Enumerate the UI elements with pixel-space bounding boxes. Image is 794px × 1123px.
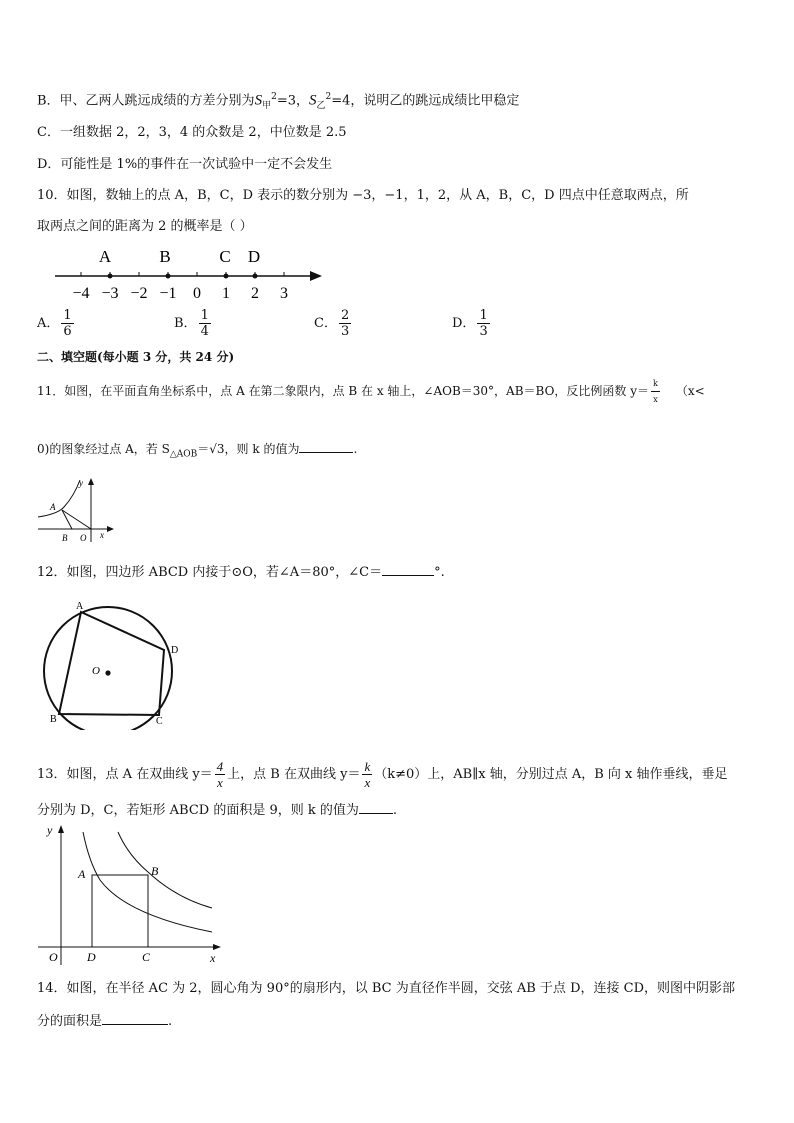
- q11-line1-text: 11．如图，在平面直角坐标系中，点 A 在第二象限内，点 B 在 x 轴上，∠AOB＝30°，AB＝BO，反比例函数 y＝: [37, 384, 650, 398]
- q10-option-b: [174, 308, 213, 339]
- variance-sub-yi: 乙: [316, 100, 326, 111]
- q10-b-num: 1: [200, 308, 209, 323]
- q11-line1: [37, 376, 705, 407]
- q12-label-o: O: [92, 665, 100, 677]
- tick-label-3: 3: [280, 285, 288, 302]
- q11-label-b: B: [62, 533, 68, 543]
- q12-label-b: B: [50, 714, 57, 725]
- q10-a-num: 1: [63, 308, 72, 323]
- q10-a-den: 6: [63, 324, 72, 339]
- q13-label-x: x: [210, 951, 216, 965]
- variance-symbol-2: S: [308, 92, 317, 109]
- q14-line1: 14．如图，在半径 AC 为 2，圆心角为 90°的扇形内，以 BC 为直径作半圆，交弦 AB 于点 D，连接 CD，则图中阴影部: [37, 981, 735, 996]
- q10-c-label: C．: [314, 316, 337, 331]
- q13-label-o: O: [49, 950, 58, 964]
- q10-c-num: 2: [340, 308, 350, 323]
- q9-b-value2: =4，说明乙的跳远成绩比甲稳定: [331, 93, 520, 109]
- point-c-dot: [224, 274, 229, 279]
- q10-option-d: [452, 308, 492, 339]
- q11-line2-b: ＝√3，则 k 的值为: [197, 442, 300, 456]
- q13-line2: [37, 801, 397, 820]
- q12-line-end: °.: [434, 565, 445, 580]
- tick-label-1: 1: [222, 285, 230, 302]
- q14-line2-end: .: [168, 1014, 173, 1029]
- q10-d-num: 1: [479, 308, 488, 323]
- q13-label-d: D: [87, 950, 96, 964]
- q13-line1-a: 13．如图，点 A 在双曲线 y＝: [37, 767, 213, 782]
- q13-label-a: A: [78, 867, 86, 881]
- q13-line1-b: 上，点 B 在双曲线 y＝: [227, 767, 361, 782]
- q9-option-b: [37, 88, 519, 115]
- q11-line2: [37, 440, 357, 463]
- q13-line1-c: （k≠0）上，AB∥x 轴，分别过点 A，B 向 x 轴作垂线，垂足: [374, 767, 728, 782]
- q11-frac-den: x: [653, 395, 658, 404]
- q9-option-d: D．可能性是 1%的事件在一次试验中一定不会发生: [37, 157, 333, 172]
- q10-c-den: 3: [340, 324, 350, 339]
- q12-label-c: C: [156, 716, 163, 727]
- q10-b-den: 4: [200, 324, 209, 339]
- q10-d-label: D．: [452, 316, 476, 331]
- q13-label-b: B: [151, 864, 159, 878]
- q12-line: [37, 563, 445, 582]
- variance-symbol: S: [254, 92, 263, 109]
- q11-area-sub: △AOB: [169, 449, 198, 460]
- q13-label-c: C: [142, 950, 151, 964]
- q13-answer-blank[interactable]: [359, 801, 393, 814]
- q10-a-label: A．: [37, 316, 60, 331]
- q10-number-line: [50, 244, 330, 304]
- q12-figure: [38, 600, 188, 730]
- q11-line2-a: 0)的图象经过点 A，若 S: [37, 442, 170, 456]
- point-label-b: B: [159, 247, 171, 266]
- q11-label-a: A: [50, 502, 56, 512]
- tick-label-n3: −3: [101, 285, 119, 302]
- q13-label-y: y: [47, 823, 53, 837]
- q10-d-den: 3: [479, 324, 488, 339]
- q13-line2-text: 分别为 D，C，若矩形 ABCD 的面积是 9，则 k 的值为: [37, 803, 359, 818]
- variance-sub-jia: 甲: [262, 100, 272, 111]
- tick-label-n1: −1: [159, 285, 177, 302]
- q11-label-y: y: [79, 478, 83, 488]
- variance-sup-2: 2: [325, 92, 332, 102]
- q10-option-c: [314, 308, 353, 339]
- q13-frac2-num: k: [364, 759, 371, 774]
- q13-line2-end: .: [392, 803, 398, 818]
- tick-label-n2: −2: [130, 285, 148, 302]
- q9-option-c: C．一组数据 2，2，3，4 的众数是 2，中位数是 2.5: [37, 125, 347, 140]
- tick-label-n4: −4: [72, 285, 90, 302]
- q11-answer-blank[interactable]: [299, 440, 353, 453]
- q9-b-text: B．甲、乙两人跳远成绩的方差分别为: [37, 93, 255, 109]
- q14-line2-text: 分的面积是: [37, 1014, 103, 1029]
- q10-line1: 10．如图，数轴上的点 A，B，C，D 表示的数分别为 −3，−1，1，2，从 A，B，C，D 四点中任意取两点，所: [37, 188, 689, 203]
- q12-answer-blank[interactable]: [382, 563, 434, 576]
- q13-figure: [36, 820, 226, 970]
- q9-b-value1: =3，: [276, 93, 309, 109]
- variance-sup: 2: [271, 92, 277, 102]
- q13-line1: [37, 757, 728, 793]
- point-label-a: A: [98, 247, 112, 266]
- q11-label-x: x: [100, 530, 104, 540]
- q11-line2-end: .: [353, 442, 358, 456]
- q14-line2: [37, 1012, 172, 1031]
- section-heading-fill-in: 二、填空题(每小题 3 分，共 24 分): [37, 350, 235, 364]
- tick-label-2: 2: [251, 285, 259, 302]
- q13-frac1-den: x: [217, 775, 223, 790]
- q10-line2: 取两点之间的距离为 2 的概率是（ ）: [37, 219, 253, 234]
- q13-frac1-num: 4: [216, 759, 224, 774]
- q11-frac-num: k: [651, 376, 660, 392]
- q12-label-d: D: [171, 645, 179, 656]
- q13-frac2-den: x: [364, 775, 371, 790]
- tick-label-0: 0: [193, 285, 201, 302]
- q10-b-label: B．: [174, 316, 197, 331]
- q10-option-a: [37, 308, 76, 339]
- point-d-dot: [253, 274, 258, 279]
- q12-text: 12．如图，四边形 ABCD 内接于⊙O，若∠A＝80°，∠C＝: [37, 565, 383, 580]
- point-a-dot: [108, 274, 113, 279]
- q11-label-o: O: [80, 533, 87, 543]
- q14-answer-blank[interactable]: [102, 1012, 168, 1025]
- point-label-c: C: [219, 247, 231, 266]
- point-b-dot: [166, 274, 171, 279]
- q11-figure: [36, 476, 116, 546]
- q11-line1-tail: （x<: [675, 384, 705, 398]
- point-label-d: D: [247, 247, 261, 266]
- q12-label-a: A: [76, 601, 84, 612]
